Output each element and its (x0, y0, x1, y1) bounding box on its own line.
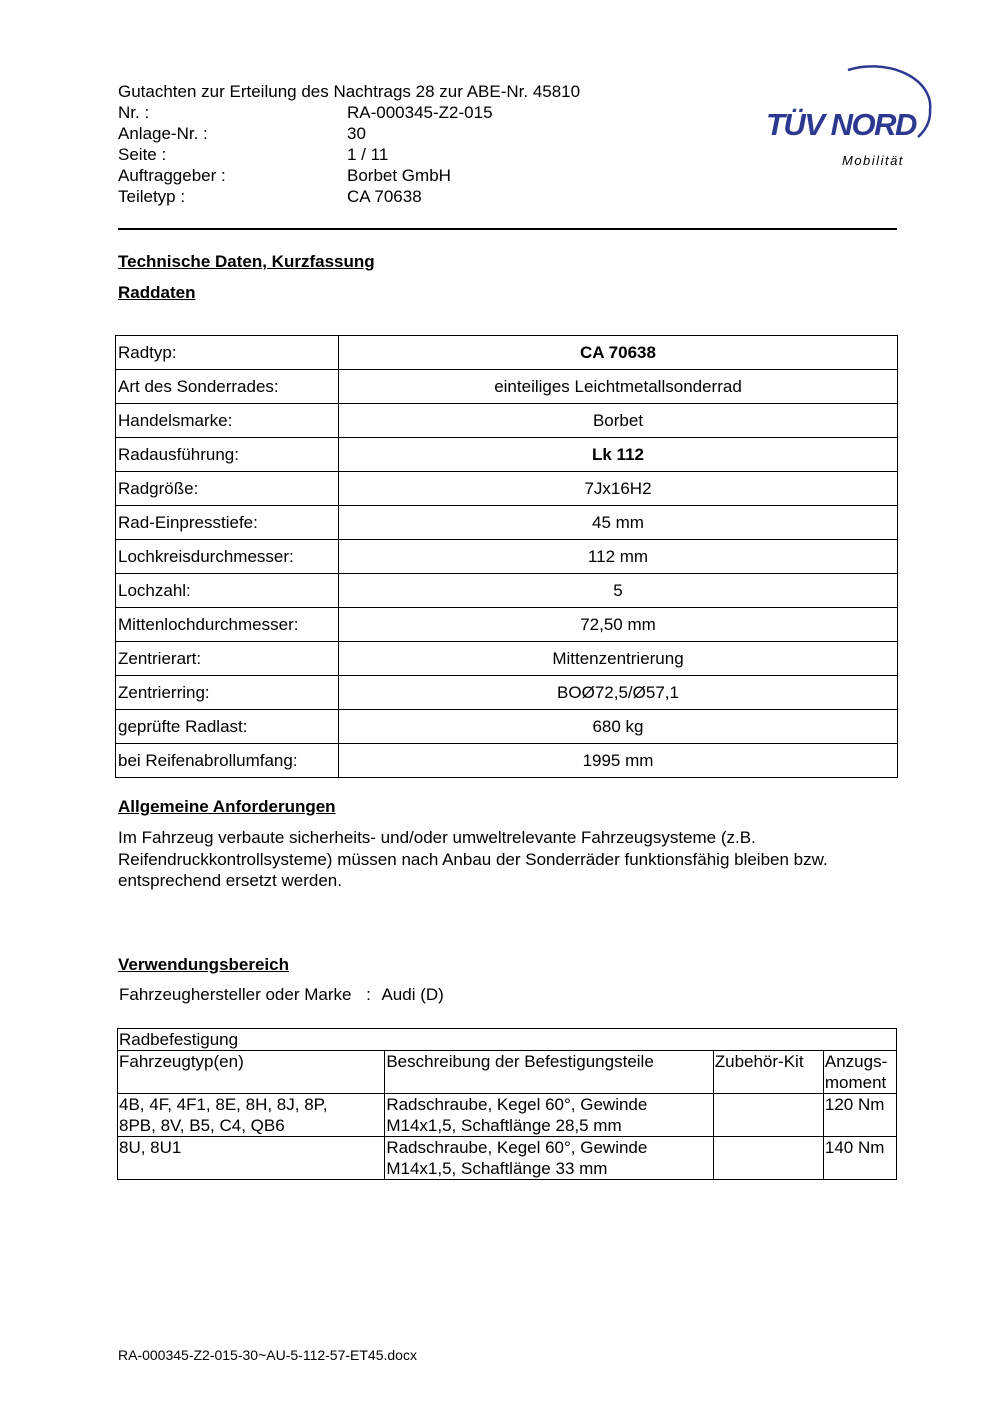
column-header: Beschreibung der Befestigungsteile (385, 1051, 713, 1094)
raddaten-value: 1995 mm (339, 744, 898, 778)
table-row (116, 540, 898, 574)
raddaten-label: Art des Sonderrades: (116, 370, 339, 404)
fastener-description-cell: Radschraube, Kegel 60°, Gewinde M14x1,5, Schaftlänge 28,5 mm (385, 1094, 713, 1137)
column-header: Anzugs- moment (823, 1051, 896, 1094)
table-row (118, 1094, 897, 1137)
header-divider (118, 228, 897, 230)
raddaten-value: 7Jx16H2 (339, 472, 898, 506)
raddaten-value: Borbet (339, 404, 898, 438)
table-row (116, 336, 898, 370)
raddaten-label: Zentrierart: (116, 642, 339, 676)
raddaten-label: Radgröße: (116, 472, 339, 506)
table-row (116, 370, 898, 404)
section-heading-technische-daten: Technische Daten, Kurzfassung (118, 252, 375, 271)
vehicle-types-cell: 8U, 8U1 (118, 1137, 385, 1180)
allgemeine-paragraph: Im Fahrzeug verbaute sicherheits- und/oder umweltrelevante Fahrzeugsysteme (z.B. Reifendruckkontrollsysteme) müssen nach Anbau der Sonderräder funktionsfähig bleiben bzw. entsprechend ersetzt werden. (118, 828, 828, 890)
table-row (116, 506, 898, 540)
raddaten-value: einteiliges Leichtmetallsonderrad (339, 370, 898, 404)
header-row-auftraggeber (118, 165, 580, 186)
raddaten-label: geprüfte Radlast: (116, 710, 339, 744)
table-title-row (118, 1029, 897, 1051)
table-row (116, 404, 898, 438)
raddaten-label: Zentrierring: (116, 676, 339, 710)
raddaten-table (115, 335, 898, 778)
raddaten-value: 72,50 mm (339, 608, 898, 642)
raddaten-value: 112 mm (339, 540, 898, 574)
table-row (116, 472, 898, 506)
table-row (116, 710, 898, 744)
raddaten-label: Handelsmarke: (116, 404, 339, 438)
raddaten-label: bei Reifenabrollumfang: (116, 744, 339, 778)
header-label: Teiletyp : (118, 187, 186, 206)
section-heading-raddaten: Raddaten (118, 283, 196, 302)
table-row (116, 438, 898, 472)
logo-sub: Mobilität (842, 153, 904, 168)
column-header: Zubehör-Kit (713, 1051, 823, 1094)
header-row-teiletyp (118, 186, 580, 207)
raddaten-label: Mittenlochdurchmesser: (116, 608, 339, 642)
raddaten-value: 45 mm (339, 506, 898, 540)
raddaten-value: 680 kg (339, 710, 898, 744)
accessory-kit-cell (713, 1094, 823, 1137)
table-row (116, 642, 898, 676)
manufacturer-sep: : (366, 985, 371, 1004)
header-row-seite (118, 144, 580, 165)
footer-filename: RA-000345-Z2-015-30~AU-5-112-57-ET45.docx (118, 1347, 417, 1363)
section-heading-allgemeine: Allgemeine Anforderungen (118, 797, 336, 816)
header-label: Seite : (118, 145, 167, 164)
header-value: 30 (347, 124, 366, 143)
header-value: 1 / 11 (347, 145, 389, 164)
header-row-anlage (118, 123, 580, 144)
raddaten-label: Radtyp: (116, 336, 339, 370)
radbefestigung-table (117, 1028, 897, 1180)
raddaten-value: Lk 112 (339, 438, 898, 472)
table-row (116, 608, 898, 642)
header-value: CA 70638 (347, 187, 422, 206)
vehicle-types-cell: 4B, 4F, 4F1, 8E, 8H, 8J, 8P, 8PB, 8V, B5, C4, QB6 (118, 1094, 385, 1137)
raddaten-label: Lochkreisdurchmesser: (116, 540, 339, 574)
column-header: Fahrzeugtyp(en) (118, 1051, 385, 1094)
document-header (118, 81, 580, 207)
header-label: Auftraggeber : (118, 166, 226, 185)
manufacturer-value: Audi (D) (381, 985, 444, 1004)
fastener-description-cell: Radschraube, Kegel 60°, Gewinde M14x1,5, Schaftlänge 33 mm (385, 1137, 713, 1180)
header-value: Borbet GmbH (347, 166, 451, 185)
header-value: RA-000345-Z2-015 (347, 103, 493, 122)
header-title: Gutachten zur Erteilung des Nachtrags 28 zur ABE-Nr. 45810 (118, 82, 581, 101)
header-label: Nr. : (118, 103, 150, 122)
raddaten-value: Mittenzentrierung (339, 642, 898, 676)
table-header-row (118, 1051, 897, 1094)
header-label: Anlage-Nr. : (118, 124, 208, 143)
raddaten-label: Radausführung: (116, 438, 339, 472)
raddaten-label: Lochzahl: (116, 574, 339, 608)
tuv-nord-logo (760, 55, 945, 175)
table-row (116, 676, 898, 710)
radbefestigung-title: Radbefestigung (118, 1029, 897, 1051)
torque-cell: 120 Nm (823, 1094, 896, 1137)
table-row (116, 744, 898, 778)
manufacturer-line (119, 985, 444, 1005)
logo-brand: TÜV NORD (766, 107, 916, 142)
section-heading-verwendung: Verwendungsbereich (118, 955, 289, 974)
raddaten-value: BOØ72,5/Ø57,1 (339, 676, 898, 710)
accessory-kit-cell (713, 1137, 823, 1180)
raddaten-value: 5 (339, 574, 898, 608)
raddaten-value: CA 70638 (339, 336, 898, 370)
manufacturer-label: Fahrzeughersteller oder Marke (119, 985, 352, 1004)
table-row (116, 574, 898, 608)
header-row-nr (118, 102, 580, 123)
table-row (118, 1137, 897, 1180)
raddaten-label: Rad-Einpresstiefe: (116, 506, 339, 540)
torque-cell: 140 Nm (823, 1137, 896, 1180)
